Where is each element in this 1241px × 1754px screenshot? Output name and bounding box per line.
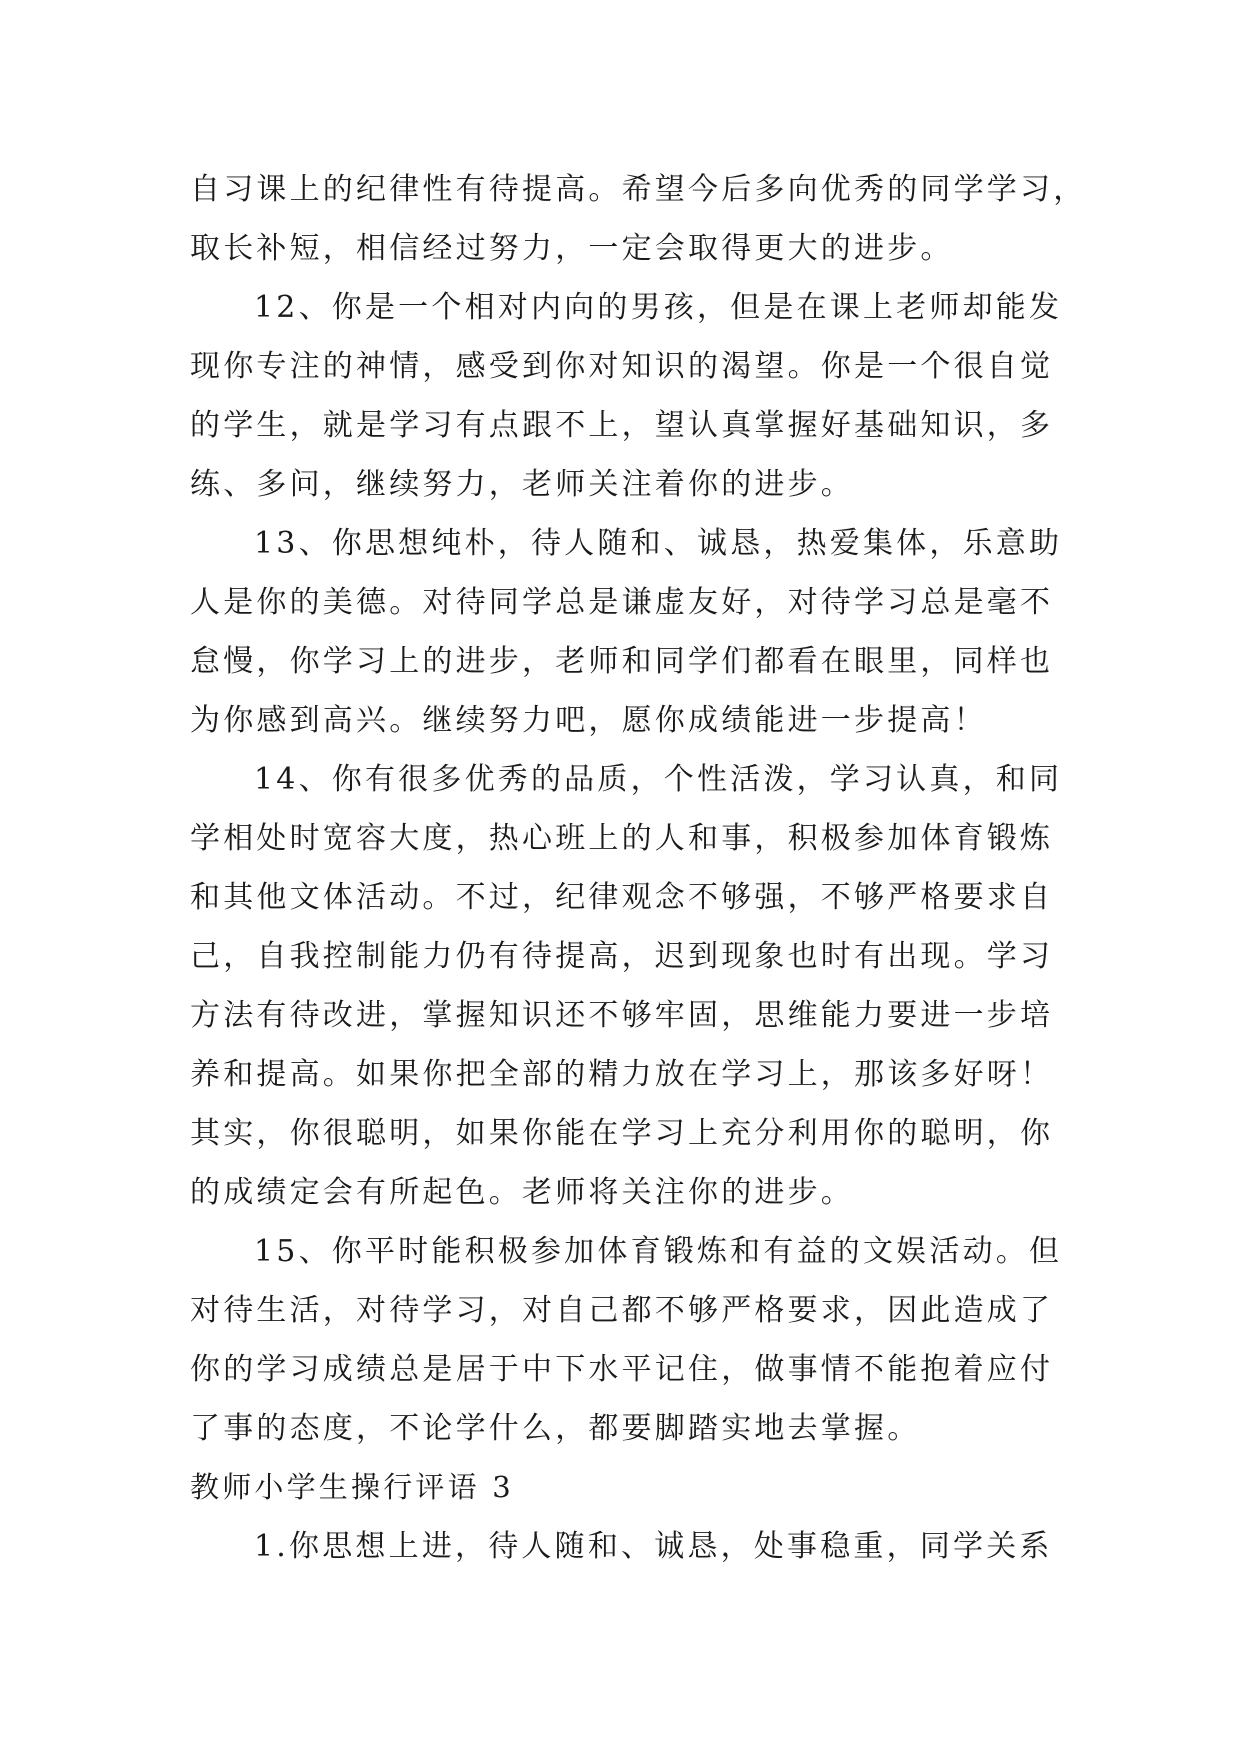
text-line: 自习课上的纪律性有待提高。希望今后多向优秀的同学学习， bbox=[190, 172, 1087, 207]
text-line: 的学生，就是学习有点跟不上，望认真掌握好基础知识，多 bbox=[190, 408, 1054, 443]
text-line: 方法有待改进，掌握知识还不够牢固，思维能力要进一步培 bbox=[190, 998, 1054, 1033]
section-heading: 教师小学生操行评语 3 bbox=[190, 1470, 514, 1504]
text-line: 其实，你很聪明，如果你能在学习上充分利用你的聪明，你 bbox=[190, 1116, 1054, 1151]
text-line: 练、多问，继续努力，老师关注着你的进步。 bbox=[190, 467, 854, 502]
text-line: 了事的态度，不论学什么，都要脚踏实地去掌握。 bbox=[190, 1411, 921, 1446]
text-line: 人是你的美德。对待同学总是谦虚友好，对待学习总是毫不 bbox=[190, 585, 1054, 620]
text-line: 对待生活，对待学习，对自己都不够严格要求，因此造成了 bbox=[190, 1293, 1054, 1328]
text-line: 学相处时宽容大度，热心班上的人和事，积极参加体育锻炼 bbox=[190, 821, 1054, 856]
paragraph-start-13: 13、你思想纯朴，待人随和、诚恳，热爱集体，乐意助 bbox=[254, 526, 1063, 561]
paragraph-start-14: 14、你有很多优秀的品质，个性活泼，学习认真，和同 bbox=[254, 762, 1063, 797]
paragraph-start-1: 1.你思想上进，待人随和、诚恳，处事稳重，同学关系 bbox=[254, 1529, 1053, 1564]
text-line: 你的学习成绩总是居于中下水平记住，做事情不能抱着应付 bbox=[190, 1352, 1054, 1387]
document-body bbox=[190, 160, 1090, 1576]
text-line: 养和提高。如果你把全部的精力放在学习上，那该多好呀！ bbox=[190, 1057, 1054, 1092]
text-line: 怠慢，你学习上的进步，老师和同学们都看在眼里，同样也 bbox=[190, 644, 1054, 679]
text-line: 取长补短，相信经过努力，一定会取得更大的进步。 bbox=[190, 231, 954, 266]
text-line: 现你专注的神情，感受到你对知识的渴望。你是一个很自觉 bbox=[190, 349, 1054, 384]
text-line: 的成绩定会有所起色。老师将关注你的进步。 bbox=[190, 1175, 854, 1210]
text-line: 和其他文体活动。不过，纪律观念不够强，不够严格要求自 bbox=[190, 880, 1054, 915]
paragraph-start-15: 15、你平时能积极参加体育锻炼和有益的文娱活动。但 bbox=[254, 1234, 1063, 1269]
paragraph-start-12: 12、你是一个相对内向的男孩，但是在课上老师却能发 bbox=[254, 290, 1063, 325]
text-line: 己，自我控制能力仍有待提高，迟到现象也时有出现。学习 bbox=[190, 939, 1054, 974]
text-line: 为你感到高兴。继续努力吧，愿你成绩能进一步提高！ bbox=[190, 703, 987, 738]
